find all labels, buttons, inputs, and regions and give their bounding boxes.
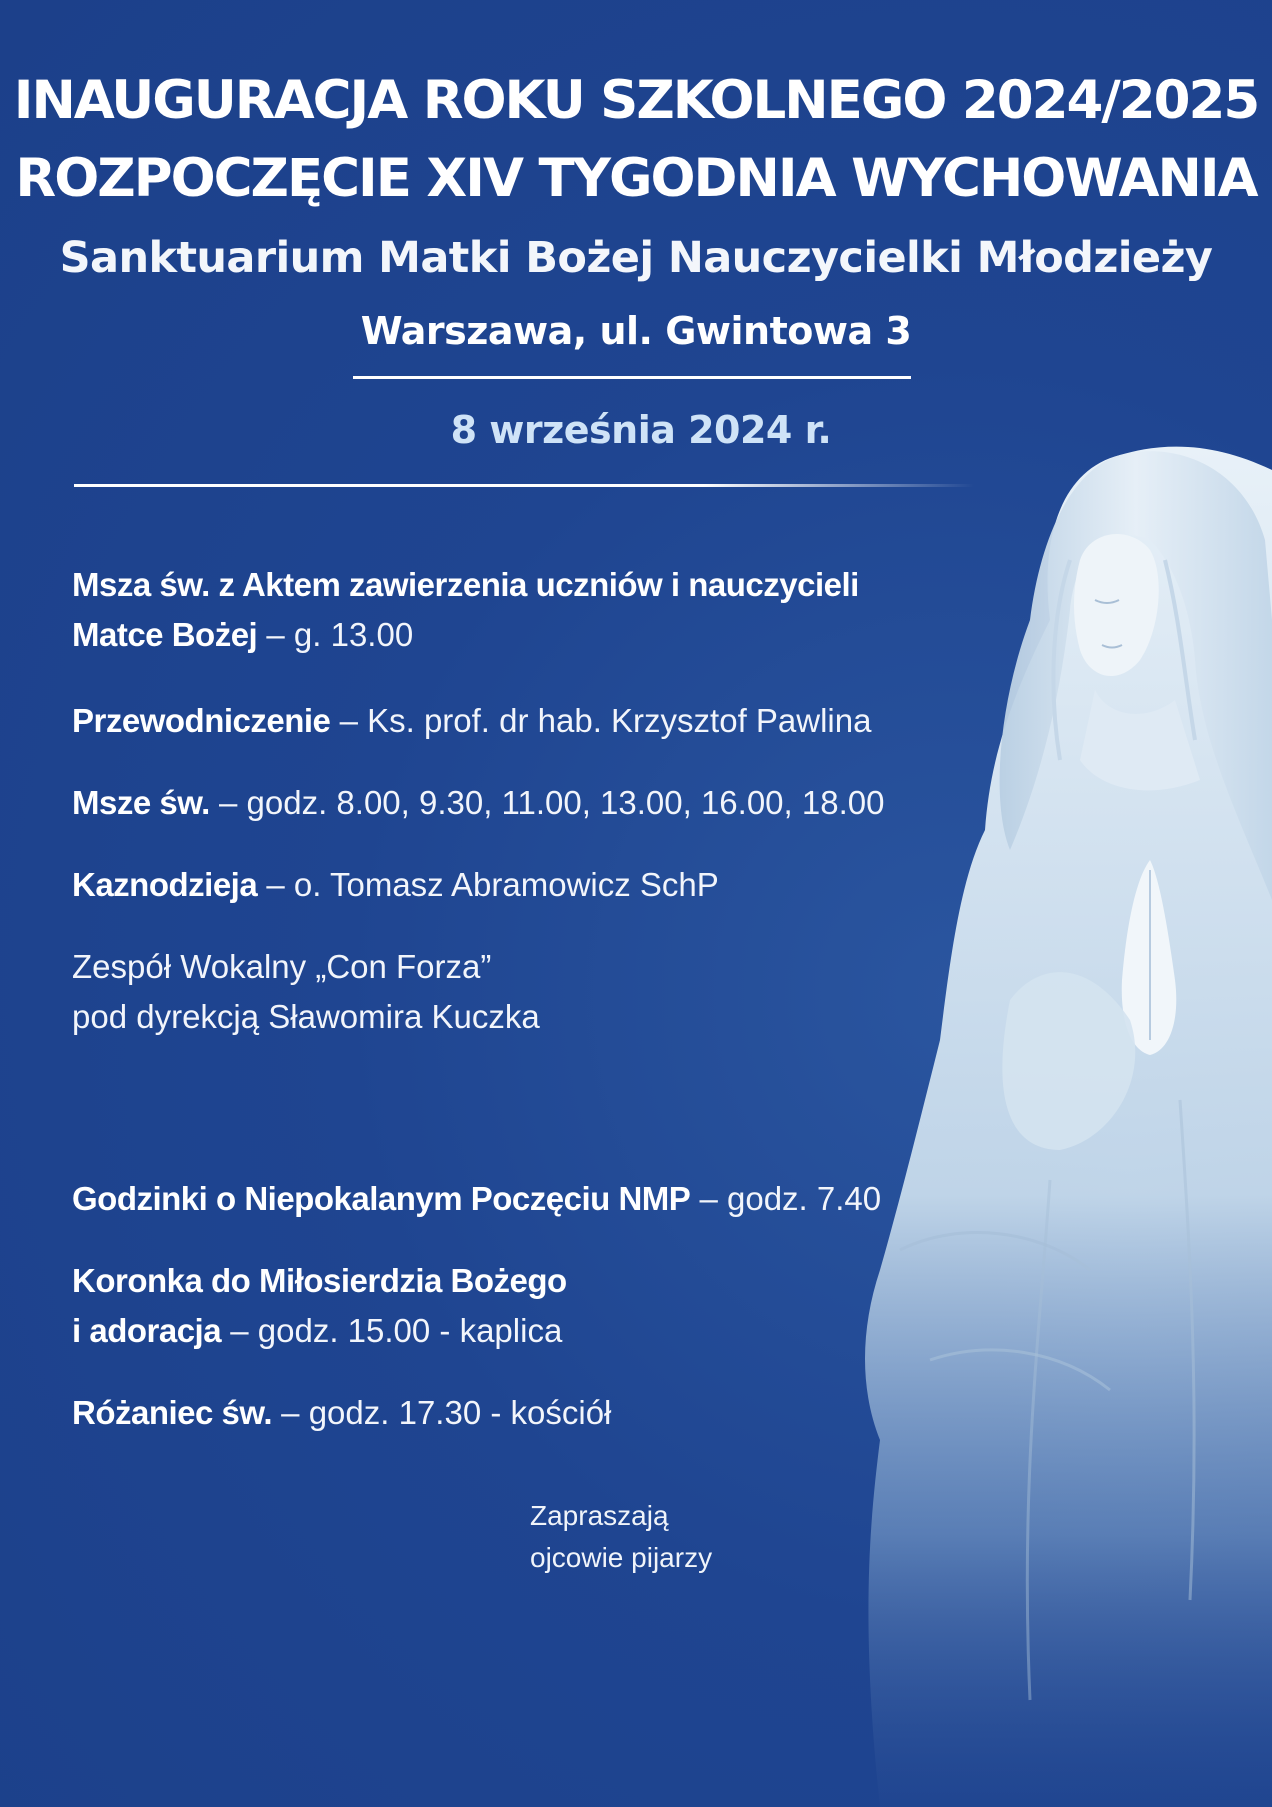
event-title: Msza św. z Aktem zawierzenia uczniów i nauczycieli [72,566,859,603]
event-detail: – g. 13.00 [257,616,414,653]
event-item-preacher [72,860,719,910]
invitation [530,1495,712,1579]
title-line-1: INAUGURACJA ROKU SZKOLNEGO 2024/2025 [13,70,1259,131]
event-title: i adoracja [72,1312,222,1349]
event-detail: – godz. 15.00 - kaplica [221,1312,563,1349]
event-title: Matce Bożej [72,616,258,653]
invitation-line-2: ojcowie pijarzy [530,1542,713,1573]
event-title: Przewodniczenie [72,702,331,739]
event-item-presiding [72,696,871,746]
event-detail: – godz. 17.30 - kościół [272,1394,612,1431]
choir-line-2: pod dyrekcją Sławomira Kuczka [72,998,540,1035]
divider-bottom [74,484,974,487]
invitation-line-1: Zapraszają [530,1500,669,1531]
divider-top [353,376,911,379]
event-title: Kaznodzieja [72,866,258,903]
event-item-rosary [72,1388,611,1438]
event-item-masses [72,778,884,828]
event-title: Msze św. [72,784,210,821]
event-title: Różaniec św. [72,1394,273,1431]
title-line-2: ROZPOCZĘCIE XIV TYGODNIA WYCHOWANIA [15,148,1257,209]
event-detail: – o. Tomasz Abramowicz SchP [257,866,719,903]
event-item-mass-entrustment [72,560,859,660]
address: Warszawa, ul. Gwintowa 3 [360,309,912,353]
event-item-hours [72,1174,881,1224]
sanctuary-name: Sanktuarium Matki Bożej Nauczycielki Młodzieży [59,233,1213,283]
event-item-choir [72,942,540,1042]
event-item-chaplet [72,1256,567,1356]
event-detail: – godz. 7.40 [690,1180,882,1217]
choir-line-1: Zespół Wokalny „Con Forza” [72,948,492,985]
event-detail: – Ks. prof. dr hab. Krzysztof Pawlina [330,702,872,739]
event-date: 8 września 2024 r. [450,408,832,452]
event-title: Koronka do Miłosierdzia Bożego [72,1262,567,1299]
event-title: Godzinki o Niepokalanym Poczęciu NMP [72,1180,691,1217]
event-detail: – godz. 8.00, 9.30, 11.00, 13.00, 16.00, 18.00 [209,784,885,821]
